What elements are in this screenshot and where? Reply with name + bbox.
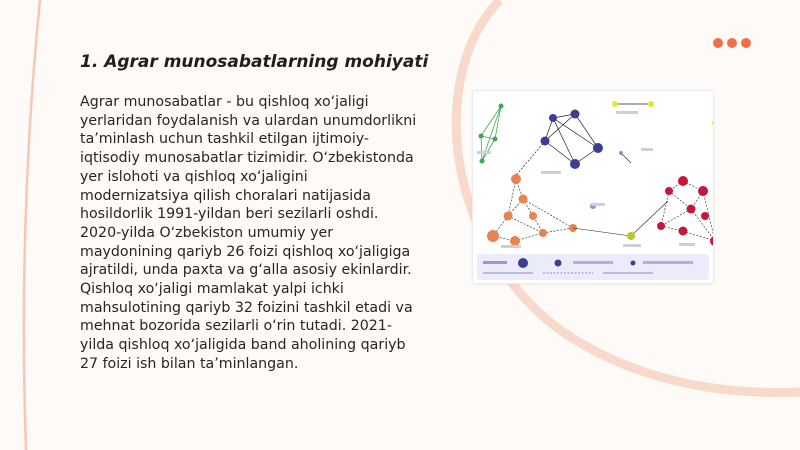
menu-dots-icon[interactable] [713,38,751,48]
network-diagram-image [472,90,714,284]
dot [727,38,737,48]
dot [741,38,751,48]
slide-body-text: Agrar munosabatlar - bu qishloq xo‘jaligi yerlaridan foydalanish va ulardan unumdorlikni ta’minlash uchun tashkil etilgan ijtimoiy-iqtisodiy munosabatlar tizimidir. O‘zbekistonda yer islohoti va qishloq xo‘jaligini modernizatsiya qilish choralari natijasida hosildorlik 1991-yildan beri sezilarli oshdi. 2020-yilda O‘zbekiston umumiy yer maydonining qariyb 26 foizi qishloq xo‘jaligiga ajratildi, unda paxta va g‘alla asosiy ekinlardir. Qishloq xo‘jaligi mamlakat yalpi ichki mahsulotining qariyb 32 foizini tashkil etadi va mehnat bozorida sezilarli o‘rin tutadi. 2021-yilda qishloq xo‘jaligida band aholining qariyb 27 foizi ish bilan ta’minlangan. [80,94,417,372]
slide-title: 1. Agrar munosabatlarning mohiyati [80,52,429,72]
dot [713,38,723,48]
